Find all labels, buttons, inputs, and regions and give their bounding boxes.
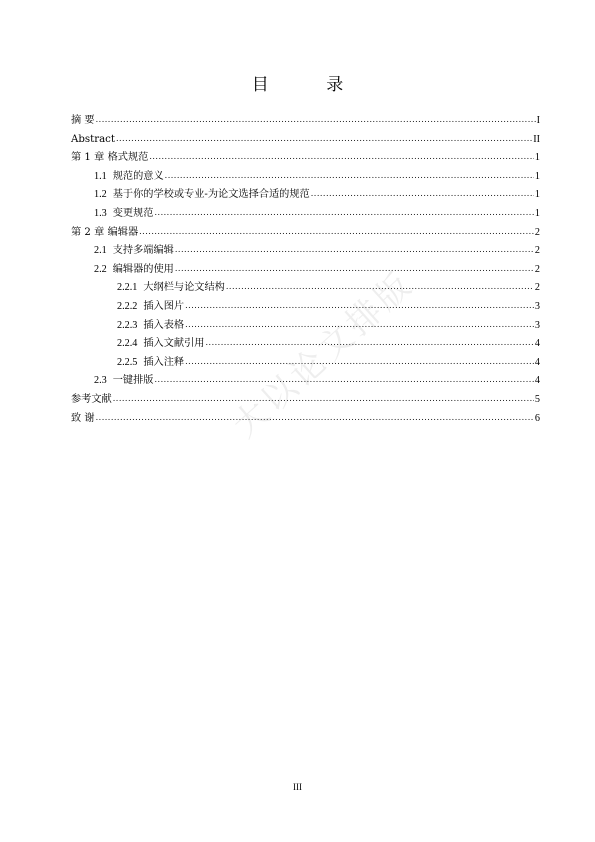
toc-entry-number: 2.2.3 <box>117 319 138 331</box>
toc-dot-leader <box>113 390 534 409</box>
toc-entry[interactable] <box>71 205 540 224</box>
toc-entry-title: 一键排版 <box>112 375 154 387</box>
toc-entry-number: 2.1 <box>94 245 107 257</box>
toc-entry-page: 4 <box>534 375 540 387</box>
toc-entry[interactable] <box>71 298 540 317</box>
toc-entry-page: 3 <box>534 300 540 312</box>
toc-entry[interactable] <box>71 279 540 298</box>
toc-entry[interactable] <box>71 410 540 429</box>
toc-dot-leader <box>311 185 534 204</box>
toc-dot-leader <box>154 204 533 223</box>
toc-entry[interactable] <box>71 112 540 131</box>
toc-entry[interactable] <box>71 224 540 243</box>
toc-entry[interactable] <box>71 186 540 205</box>
toc-entry-page: I <box>536 115 540 126</box>
page-title: 目 录 <box>251 75 370 95</box>
toc-entry[interactable] <box>71 149 540 168</box>
watermark: 大以论文排版 <box>225 263 422 446</box>
toc-entry-title: 规范的意义 <box>112 170 164 182</box>
toc-entry-number: 1.2 <box>94 189 107 201</box>
toc-dot-leader <box>116 130 532 149</box>
toc-dot-leader <box>185 297 534 316</box>
toc-dot-leader <box>185 316 534 335</box>
toc-dot-leader <box>175 260 534 279</box>
table-of-contents <box>71 112 540 428</box>
toc-entry[interactable] <box>71 261 540 280</box>
toc-dot-leader <box>154 371 533 390</box>
toc-entry-title: 编辑器的使用 <box>112 263 174 275</box>
toc-entry[interactable] <box>71 354 540 373</box>
toc-dot-leader <box>96 111 536 130</box>
toc-entry-title: 第 2 章 编辑器 <box>71 226 139 238</box>
toc-entry-page: II <box>533 133 540 145</box>
toc-entry[interactable] <box>71 335 540 354</box>
toc-entry-page: 1 <box>534 152 540 164</box>
toc-entry-title: 参考文献 <box>71 393 112 405</box>
toc-entry[interactable] <box>71 242 540 261</box>
toc-entry-title: Abstract <box>71 133 115 145</box>
toc-entry-page: 6 <box>534 412 540 424</box>
toc-entry-number: 2.2.4 <box>117 338 138 350</box>
toc-entry[interactable] <box>71 131 540 150</box>
toc-entry-number: 2.2 <box>94 263 107 275</box>
toc-entry-title: 致 谢 <box>71 412 95 424</box>
toc-dot-leader <box>139 223 534 242</box>
toc-entry-title: 支持多端编辑 <box>112 245 174 257</box>
toc-entry-title: 大纲栏与论文结构 <box>143 282 225 294</box>
toc-entry-title: 基于你的学校或专业-为论文选择合适的规范 <box>112 189 310 201</box>
toc-entry[interactable] <box>71 317 540 336</box>
toc-dot-leader <box>149 148 534 167</box>
toc-entry-number: 1.3 <box>94 207 107 219</box>
toc-entry-page: 5 <box>534 393 540 405</box>
toc-entry-page: 2 <box>534 226 540 238</box>
toc-entry-page: 4 <box>534 338 540 350</box>
toc-entry-page: 4 <box>534 356 540 368</box>
toc-entry-number: 2.2.2 <box>117 300 138 312</box>
toc-entry-title: 插入注释 <box>143 356 185 368</box>
toc-entry[interactable] <box>71 391 540 410</box>
toc-entry-page: 2 <box>534 263 540 275</box>
toc-entry-number: 2.3 <box>94 375 107 387</box>
toc-entry-number: 1.1 <box>94 170 107 182</box>
toc-entry-page: 1 <box>534 170 540 182</box>
toc-entry-page: 2 <box>534 282 540 294</box>
toc-entry-page: 1 <box>534 207 540 219</box>
toc-dot-leader <box>165 167 534 186</box>
toc-entry[interactable] <box>71 372 540 391</box>
toc-dot-leader <box>206 334 534 353</box>
toc-entry-title: 插入表格 <box>143 319 185 331</box>
toc-entry-page: 3 <box>534 319 540 331</box>
toc-dot-leader <box>175 241 534 260</box>
toc-dot-leader <box>185 353 534 372</box>
toc-entry-page: 1 <box>534 189 540 201</box>
toc-entry-number: 2.2.5 <box>117 356 138 368</box>
toc-entry-title: 摘 要 <box>71 115 95 126</box>
page-number: III <box>293 782 302 792</box>
toc-entry-number: 2.2.1 <box>117 282 138 294</box>
toc-entry[interactable] <box>71 168 540 187</box>
toc-entry-title: 第 1 章 格式规范 <box>71 152 149 164</box>
toc-entry-page: 2 <box>534 245 540 257</box>
toc-entry-title: 插入文献引用 <box>143 338 205 350</box>
toc-entry-title: 变更规范 <box>112 207 154 219</box>
toc-entry-title: 插入图片 <box>143 300 185 312</box>
toc-dot-leader <box>96 409 534 428</box>
toc-dot-leader <box>226 278 534 297</box>
